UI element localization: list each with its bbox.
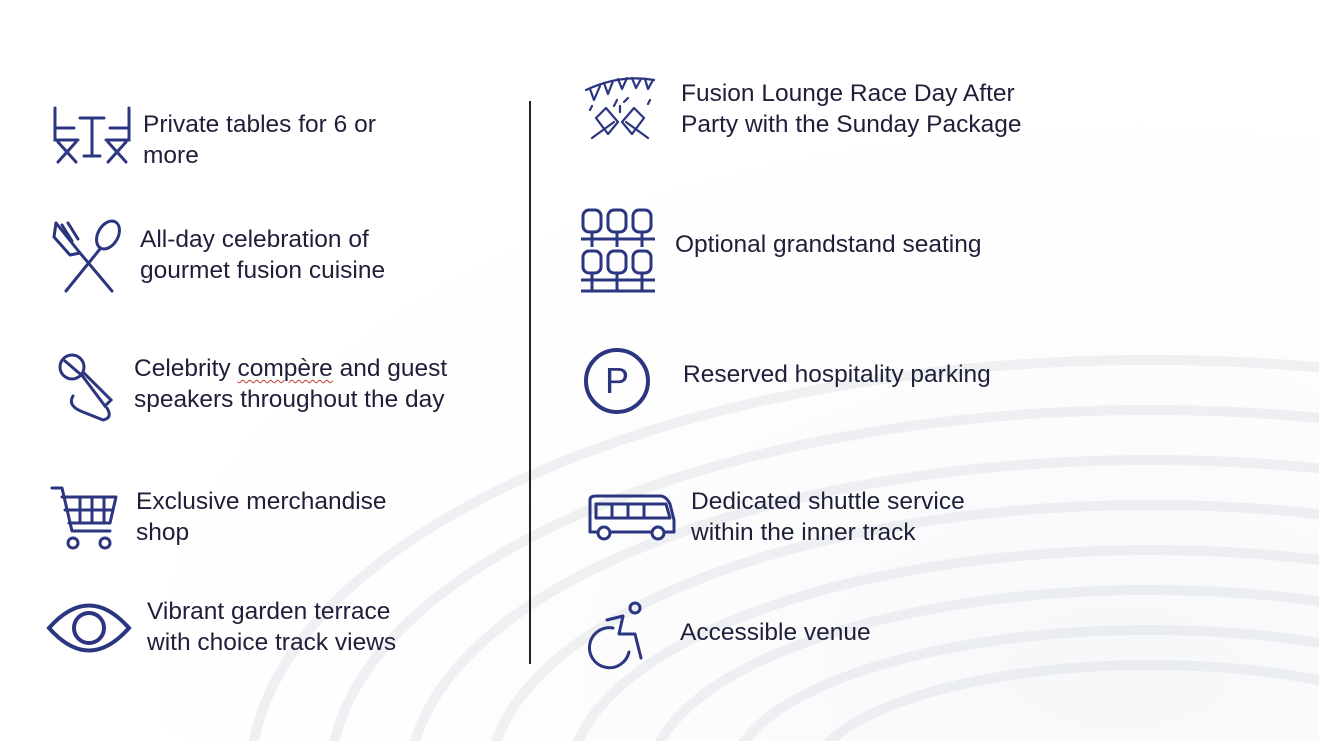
feature-label-celebrity-compere: Celebrity compère and guest speakers throughout the day (134, 355, 448, 413)
feature-label-shuttle-service: Dedicated shuttle service within the inner track (691, 488, 965, 546)
column-divider (529, 101, 531, 664)
fork-spoon-icon (52, 219, 124, 295)
party-celebration-icon (584, 72, 656, 142)
shopping-cart-icon (50, 485, 120, 551)
microphone-icon (57, 352, 123, 424)
feature-label-private-tables: Private tables for 6 or more (143, 111, 376, 169)
spellcheck-underline: compère (237, 355, 333, 382)
feature-label-gourmet-cuisine: All-day celebration of gourmet fusion cuisine (140, 226, 386, 284)
feature-label-grandstand-seating: Optional grandstand seating (675, 231, 982, 258)
feature-label-hospitality-parking: Reserved hospitality parking (683, 361, 991, 388)
shuttle-van-icon (588, 494, 676, 542)
eye-icon (46, 601, 132, 655)
svg-text:P: P (604, 360, 630, 401)
feature-label-after-party: Fusion Lounge Race Day After Party with the Sunday Package (681, 80, 1022, 138)
grandstand-seats-icon (580, 207, 656, 293)
feature-label-accessible-venue: Accessible venue (680, 619, 871, 646)
feature-label-merchandise-shop: Exclusive merchandise shop (136, 488, 387, 546)
feature-label-garden-terrace: Vibrant garden terrace with choice track views (147, 598, 397, 656)
parking-icon (583, 347, 651, 415)
wheelchair-icon (585, 600, 649, 672)
table-chairs-icon (52, 106, 132, 164)
